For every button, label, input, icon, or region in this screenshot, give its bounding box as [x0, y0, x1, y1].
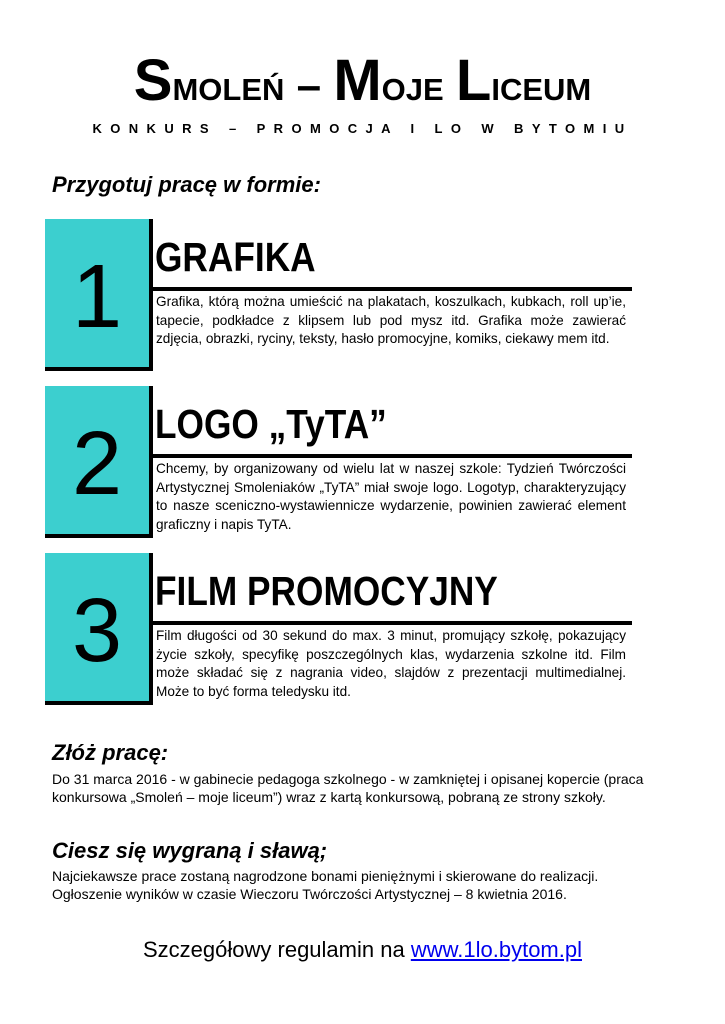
- enjoy-line: Najciekawsze prace zostaną nagrodzone bonami pieniężnymi i skierowane do realizacji.: [52, 868, 599, 884]
- website-link[interactable]: www.1lo.bytom.pl: [410, 937, 582, 962]
- page-subtitle: KONKURS – PROMOCJA I LO W BYTOMIU: [92, 121, 633, 136]
- title-part: S: [133, 48, 173, 113]
- page-title: [0, 48, 725, 113]
- submit-text: Do 31 marca 2016 - w gabinecie pedagoga szkolnego - w zamkniętej i opisanej kopercie (praca konkursowa „Smoleń – moje liceum”) wraz z kartą konkursową, pobraną ze strony szkoły.: [52, 771, 644, 805]
- submit-heading: Złóż pracę:: [52, 740, 169, 765]
- item-divider: [149, 621, 632, 625]
- item-description: Film długości od 30 sekund do max. 3 minut, promujący szkołę, pokazujący życie szkoły, specyfikę poszczególnych klas, wydarzenia szkolne itd. Film może składać się z nagrania video, slajdów z prezentacji multimedialnej. Może to być forma teledysku itd.: [156, 628, 626, 699]
- item-title: GRAFIKA: [155, 234, 316, 280]
- footer: [0, 937, 725, 963]
- number-box: [45, 386, 153, 538]
- number-box: [45, 219, 153, 371]
- item-number: 2: [71, 414, 123, 514]
- title-part: M: [333, 48, 382, 113]
- title-part: L: [455, 48, 492, 113]
- item-grafika: [45, 219, 645, 379]
- item-title: FILM PROMOCYJNY: [155, 568, 498, 614]
- item-logo: [45, 386, 645, 546]
- number-box: [45, 553, 153, 705]
- enjoy-heading: Ciesz się wygraną i sławą;: [52, 838, 328, 863]
- title-part: moleń –: [172, 61, 334, 110]
- enjoy-text: [52, 868, 682, 903]
- footer-text: Szczegółowy regulamin na: [143, 937, 411, 962]
- title-part: iceum: [491, 61, 592, 110]
- item-divider: [149, 287, 632, 291]
- item-number: 1: [71, 247, 123, 347]
- item-film: [45, 553, 645, 713]
- item-number: 3: [71, 581, 123, 681]
- item-title: LOGO „TyTA”: [155, 401, 387, 447]
- item-description: Chcemy, by organizowany od wielu lat w naszej szkole: Tydzień Twórczości Artystycznej Smoleniaków „TyTA” miał swoje logo. Logotyp, charakteryzujący to nasze sceniczno-wystawiennicze wydarzenie, powinien zawierać element graficzny i napis TyTA.: [156, 461, 626, 532]
- item-description: Grafika, którą można umieścić na plakatach, koszulkach, kubkach, roll up’ie, tapecie, podkładce z klipsem lub pod mysz itd. Grafika może zawierać zdjęcia, obrazki, ryciny, teksty, hasło promocyjne, komiks, ciekawy mem itd.: [156, 294, 626, 346]
- item-divider: [149, 454, 632, 458]
- intro-heading: Przygotuj pracę w formie:: [52, 172, 321, 197]
- enjoy-line: Ogłoszenie wyników w czasie Wieczoru Twórczości Artystycznej – 8 kwietnia 2016.: [52, 885, 567, 902]
- title-part: oje: [381, 61, 456, 110]
